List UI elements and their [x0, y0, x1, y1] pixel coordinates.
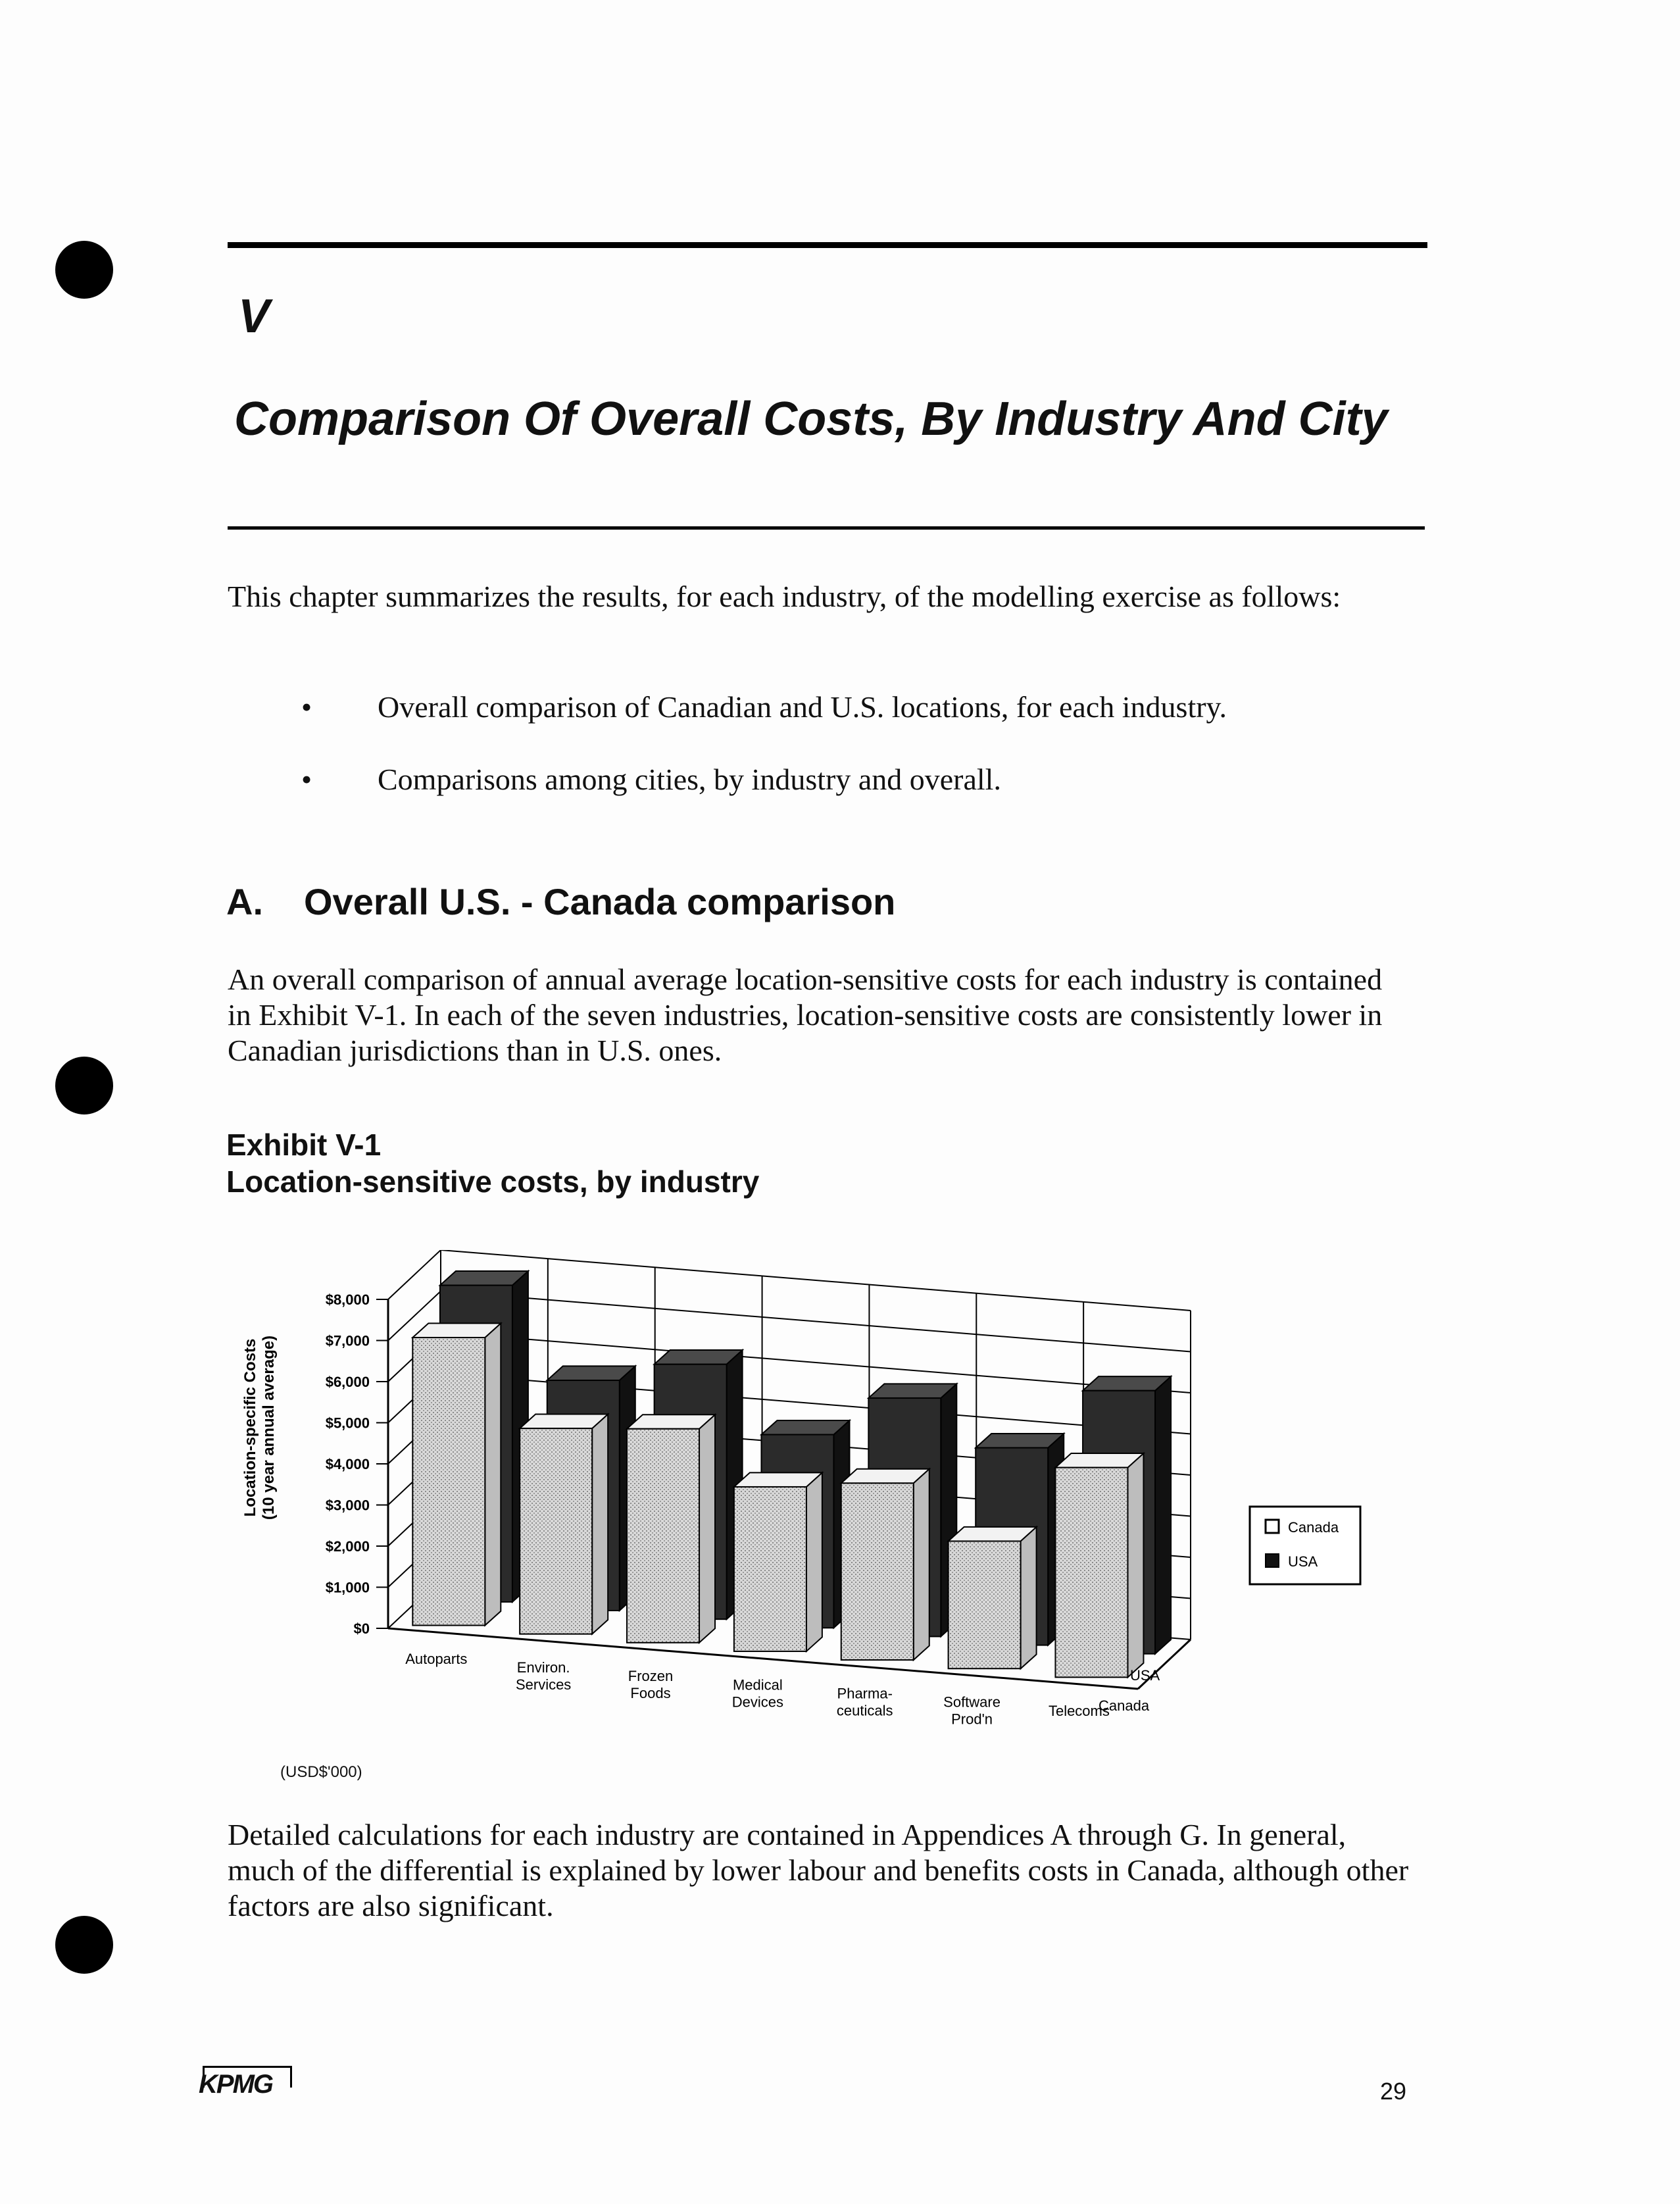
bar-top-canada: [841, 1469, 929, 1484]
units-note: (USD$'000): [280, 1763, 362, 1781]
bar-top-canada: [734, 1472, 822, 1487]
side-wall-gridline: [388, 1250, 441, 1299]
back-wall-gridline: [441, 1250, 1191, 1311]
intro-paragraph: This chapter summarizes the results, for each industry, of the modelling exercise as follows:: [228, 580, 1341, 613]
y-tick-label: $0: [353, 1620, 370, 1637]
y-tick-label: $5,000: [325, 1415, 370, 1432]
section-title: Overall U.S. - Canada comparison: [304, 881, 896, 922]
bar-top-canada: [520, 1415, 608, 1429]
bar-top-usa: [868, 1384, 956, 1398]
bar-canada: [949, 1541, 1021, 1668]
depth-label-usa: USA: [1130, 1667, 1160, 1684]
bar-top-canada: [627, 1415, 715, 1429]
bar-canada: [734, 1487, 806, 1651]
chart-legend: [1250, 1507, 1360, 1584]
section-paragraph: An overall comparison of annual average location-sensitive costs for each industry is contained in Exhibit V-1. In each of the seven industries, location-sensitive costs are consistently lower in Canadian jurisdictions than in U.S. ones.: [228, 963, 1383, 1067]
bar-side-canada: [806, 1472, 822, 1651]
y-tick-label: $4,000: [325, 1456, 370, 1472]
bar-top-canada: [949, 1527, 1037, 1541]
bar-top-usa: [440, 1271, 528, 1286]
y-axis-title: Location-specific Costs(10 year annual average): [241, 1335, 278, 1520]
bar-canada: [1055, 1468, 1127, 1678]
bar-side-canada: [485, 1323, 501, 1625]
chapter-number: V: [238, 290, 270, 343]
x-category-label: Autoparts: [405, 1650, 468, 1667]
exhibit-label: Exhibit V-1: [226, 1128, 382, 1162]
bar-canada: [627, 1429, 699, 1643]
y-tick-label: $7,000: [325, 1332, 370, 1349]
legend-label-canada: Canada: [1288, 1519, 1339, 1536]
bar-top-usa: [761, 1420, 849, 1435]
legend-swatch-usa: [1266, 1554, 1279, 1567]
x-category-label: Software Prod'n: [943, 1693, 1001, 1728]
x-category-label: Environ. Services: [515, 1659, 572, 1693]
exhibit-title: Location-sensitive costs, by industry: [226, 1165, 760, 1199]
bullet-marker: •: [301, 763, 312, 796]
y-tick-label: $3,000: [325, 1497, 370, 1514]
bar-side-usa: [1155, 1376, 1171, 1654]
bar-canada: [841, 1483, 914, 1660]
bar-side-canada: [699, 1415, 715, 1643]
x-category-label: Frozen Foods: [628, 1668, 674, 1702]
depth-label-canada: Canada: [1099, 1697, 1150, 1714]
bar-top-usa: [547, 1366, 635, 1380]
bar-side-canada: [1127, 1453, 1143, 1677]
bar-side-canada: [1021, 1527, 1037, 1668]
bullet-item-1: Overall comparison of Canadian and U.S. locations, for each industry.: [378, 690, 1227, 724]
back-wall-gridline: [441, 1291, 1191, 1352]
bar-canada: [520, 1428, 592, 1634]
title-rule: [228, 526, 1425, 530]
legend-swatch-canada: [1266, 1520, 1279, 1533]
bar-top-usa: [655, 1350, 743, 1365]
y-tick-label: $6,000: [325, 1374, 370, 1390]
top-rule: [228, 242, 1427, 248]
bar-side-canada: [592, 1415, 608, 1634]
bar-top-usa: [976, 1434, 1064, 1448]
bar-top-canada: [1055, 1453, 1143, 1468]
section-heading: [226, 880, 895, 923]
legend-label-usa: USA: [1288, 1553, 1318, 1570]
exhibit-heading: [226, 1126, 759, 1200]
binder-hole-middle: [55, 1057, 113, 1115]
cost-chart: [224, 1250, 1408, 1763]
bullet-marker: •: [301, 690, 312, 724]
y-tick-label: $1,000: [325, 1579, 370, 1596]
legend-box: [1250, 1507, 1360, 1584]
y-tick-label: $8,000: [325, 1291, 370, 1308]
kpmg-logo: KPMG: [199, 2070, 272, 2099]
binder-hole-bottom: [55, 1916, 113, 1974]
bar-side-canada: [914, 1469, 929, 1660]
bullet-item-2: Comparisons among cities, by industry and overall.: [378, 763, 1001, 796]
bar-top-usa: [1083, 1376, 1171, 1391]
binder-hole-top: [55, 241, 113, 299]
section-letter: A.: [226, 881, 263, 922]
closing-paragraph: Detailed calculations for each industry are contained in Appendices A through G. In general, much of the differential is explained by lower labour and benefits costs in Canada, although other factors are also significant.: [228, 1818, 1409, 1922]
x-category-label: Medical Devices: [731, 1676, 783, 1711]
page-number: 29: [1380, 2078, 1407, 2105]
x-category-label: Telecoms: [1048, 1702, 1110, 1719]
x-category-label: Pharma-ceuticals: [836, 1685, 893, 1719]
bar-canada: [412, 1338, 485, 1625]
bar-top-canada: [412, 1323, 501, 1338]
chapter-title: Comparison Of Overall Costs, By Industry And City: [234, 393, 1388, 445]
y-tick-label: $2,000: [325, 1538, 370, 1555]
